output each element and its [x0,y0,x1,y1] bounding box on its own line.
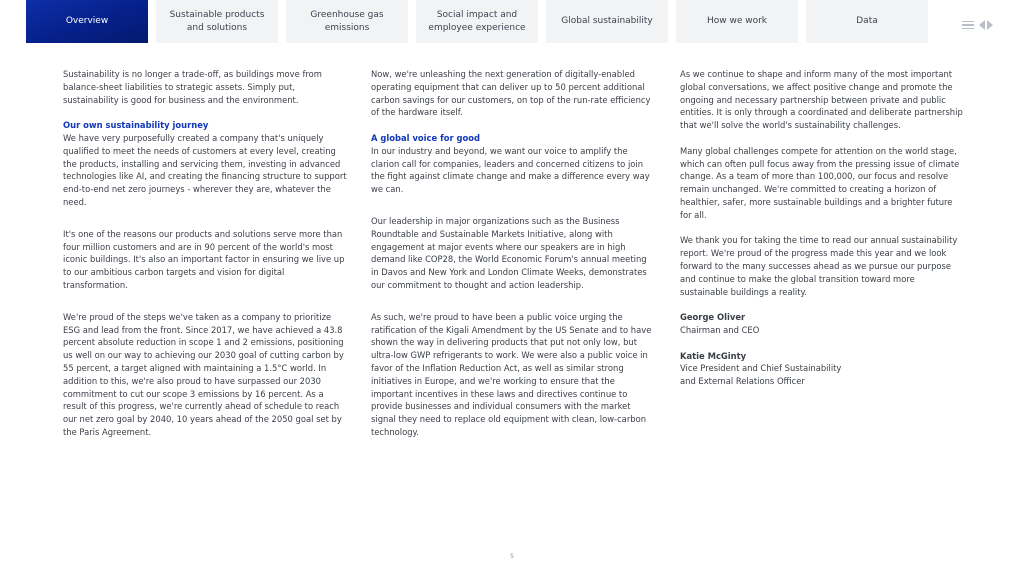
tab-sustainable-products[interactable] [156,0,278,43]
paragraph: As we continue to shape and inform many of the most important global conversations, we affect positive change and promote the ongoing and necessary partnership between private and public entities. It is only through a coordinated and deliberate partnership that we'll solve the world's sustainability challenges. [680,69,963,131]
signatory-title: Chairman and CEO [680,324,760,335]
text-column-2 [371,68,656,439]
previous-page-icon[interactable] [979,20,985,30]
text-column-1 [63,68,348,439]
tab-data[interactable] [806,0,928,43]
tab-label: Global sustainability [561,16,653,26]
section-heading: A global voice for good [371,132,481,143]
signatory-title: Vice President and Chief Sustainability and External Relations Officer [680,363,842,387]
paragraph: We thank you for taking the time to read our annual sustainability report. We're proud of the progress made this year and we look forward to the many successes ahead as we pursue our purpose and continue to make the global transition toward more sustainable buildings a reality. [680,235,958,297]
tab-label: Sustainable products and solutions [169,9,265,33]
signatory-name: George Oliver [680,312,746,323]
paragraph: Our leadership in major organizations such as the Business Roundtable and Sustainable Markets Initiative, along with engagement at major events where our speakers are in high demand like COP28, the World Economic Forum's annual meeting in Davos and New York and London Climate Weeks, demonstrates our commitment to thought and action leadership. [371,215,647,290]
next-page-icon[interactable] [987,20,993,30]
tab-label: How we work [706,16,768,26]
paragraph: Now, we're unleashing the next generation of digitally-enabled operating equipment that can deliver up to 50 percent additional carbon savings for our customers, on top of the run-rate efficiency of the hardware itself. [371,69,651,118]
section-heading: Our own sustainability journey [63,120,209,131]
tab-overview[interactable] [26,0,148,43]
paragraph: It's one of the reasons our products and solutions serve more than four million customers and are in 90 percent of the world's most iconic buildings. It's also an important factor in ensuring we live up to our ambitious carbon targets and vision for digital transformation. [63,228,345,290]
paragraph: Sustainability is no longer a trade-off, as buildings move from balance-sheet liabilities to strategic assets. Simply put, sustainability is good for business and the environment. [63,69,322,105]
tab-how-we-work[interactable] [676,0,798,43]
page-nav-controls [962,20,993,30]
tab-label: Social impact and employee experience [428,9,526,33]
tab-label: Data [856,16,878,26]
paragraph: We have very purposefully created a company that's uniquely qualified to meet the needs of customers at every level, creating the products, installing and servicing them, investing in advanced technologies like AI, and creating the financing structure to support end-to-end net zero journeys - wherever they are, whatever the need. [63,132,347,207]
paragraph: In our industry and beyond, we want our voice to amplify the clarion call for companies, leaders and concerned citizens to join the fight against climate change and make a difference every way we can. [371,145,650,195]
tab-greenhouse-gas[interactable] [286,0,408,43]
tab-label: Overview [65,16,109,26]
tab-global-sustainability[interactable] [546,0,668,43]
tab-label: Greenhouse gas emissions [310,9,384,33]
paragraph: Many global challenges compete for attention on the world stage, which can often pull focus away from the pressing issue of climate change. As a team of more than 100,000, our focus and resolve remain unchanged. We're committed to creating a horizon of healthier, safer, more sustainable buildings and a brighter future for all. [680,145,960,220]
page-number: 5 [510,553,514,560]
paragraph: As such, we're proud to have been a public voice urging the ratification of the Kigali Amendment by the US Senate and to have shown the way in delivering products that put not only low, but ultra-low GWP refrigerants to work. We were also a public voice in favor of the Inflation Reduction Act, as well as similar strong initiatives in Europe, and we're working to ensure that the important incentives in these laws and directives continue to provide businesses and individual consumers with the market signal they need to replace old equipment with clean, low-carbon technology. [371,311,652,437]
hamburger-menu-icon[interactable] [962,21,974,30]
section-tab-bar [26,0,936,43]
paragraph: We're proud of the steps we've taken as a company to prioritize ESG and lead from the front. Since 2017, we have achieved a 43.8 percent absolute reduction in scope 1 and 2 emissions, positioning us well on our way to achieving our 2030 goal of cutting carbon by 55 percent, a target aligned with maintaining a 1.5°C world. In addition to this, we're also proud to have surpassed our 2030 commitment to cut our scope 3 emissions by 16 percent. As a result of this progress, we're currently ahead of schedule to reach our net zero goal by 2040, 10 years ahead of the 2050 goal set by the Paris Agreement. [63,311,344,437]
tab-social-impact[interactable] [416,0,538,43]
text-column-3 [680,68,965,388]
signatory-name: Katie McGinty [680,350,747,361]
